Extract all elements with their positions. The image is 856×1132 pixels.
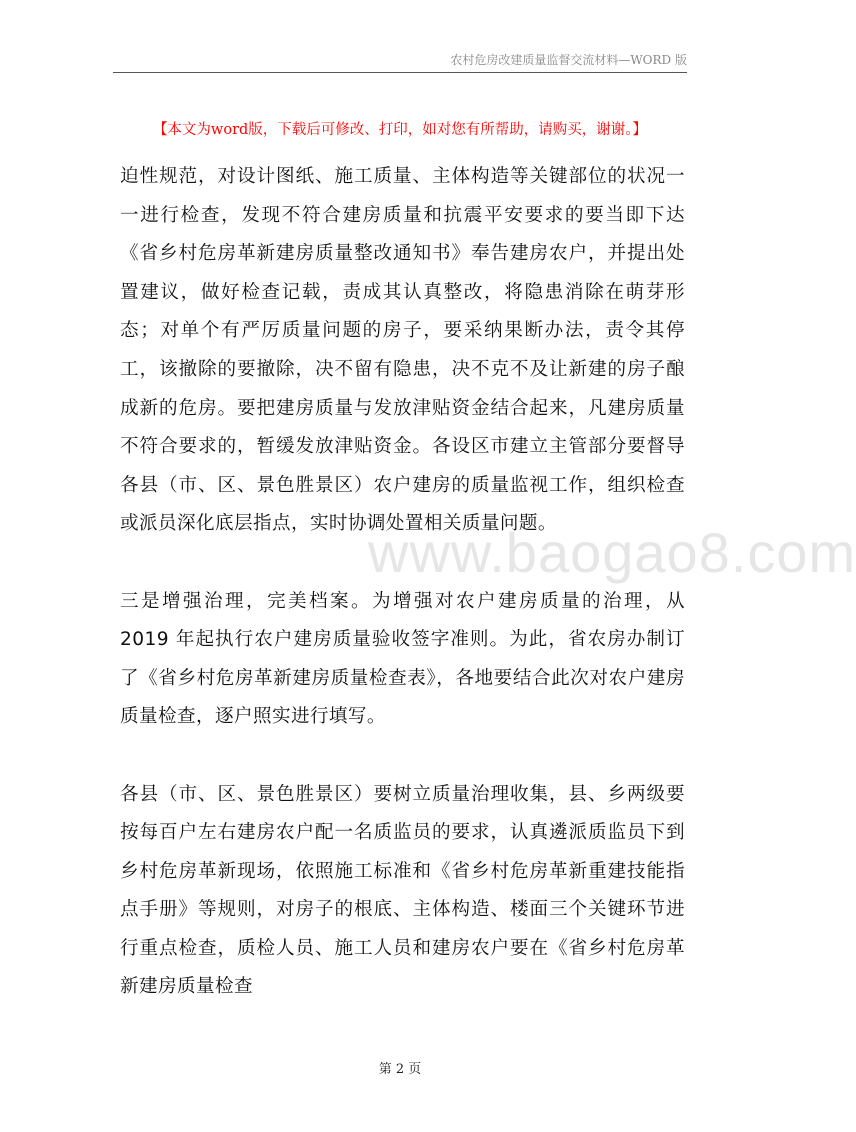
document-body xyxy=(120,158,685,1007)
download-notice: 【本文为word版，下载后可修改、打印，如对您有所帮助，请购买，谢谢。】 xyxy=(152,122,648,138)
page-header xyxy=(113,50,687,73)
paragraph-1: 迫性规范，对设计图纸、施工质量、主体构造等关键部位的状况一一进行检查，发现不符合建房质量和抗震平安要求的要当即下达《省乡村危房革新建房质量整改通知书》奉告建房农户，并提出处置建议，做好检查记载，责成其认真整改，将隐患消除在萌芽形态；对单个有严厉质量问题的房子，要采纳果断办法，责令其停工，该撤除的要撤除，决不留有隐患，决不克不及让新建的房子酿成新的危房。要把建房质量与发放津贴资金结合起来，凡建房质量不符合要求的，暂缓发放津贴资金。各设区市建立主管部分要督导各县（市、区、景色胜景区）农户建房的质量监视工作，组织检查或派员深化底层指点，实时协调处置相关质量问题。 xyxy=(120,166,685,535)
header-title: 农村危房改建质量监督交流材料—WORD 版 xyxy=(450,53,687,67)
paragraph-3: 各县（市、区、景色胜景区）要树立质量治理收集，县、乡两级要按每百户左右建房农户配一名质监员的要求，认真遴派质监员下到乡村危房革新现场，依照施工标准和《省乡村危房革新重建技能指点手册》等规则，对房子的根底、主体构造、楼面三个关键环节进行重点检查，质检人员、施工人员和建房农户要在《省乡村危房革新建房质量检查 xyxy=(120,783,685,998)
paragraph-2: 三是增强治理，完美档案。为增强对农户建房质量的治理，从 2019 年起执行农户建房质量验收签字准则。为此，省农房办制订了《省乡村危房革新建房质量检查表》，各地要结合此次对农户建房质量检查，逐户照实进行填写。 xyxy=(120,590,685,728)
page-number: 第 2 页 xyxy=(378,1062,422,1077)
watermark: www.baogao8.com xyxy=(368,521,856,584)
